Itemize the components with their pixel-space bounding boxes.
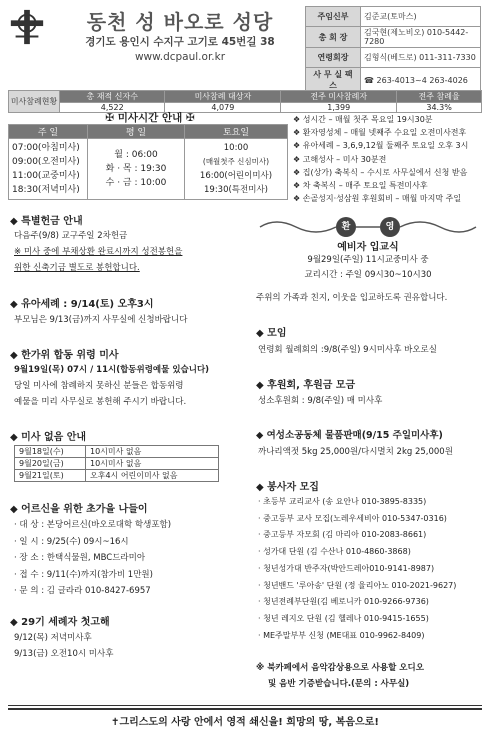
no-mass-date: 9월21일(토) — [15, 470, 86, 482]
staff-label: 연령회장 — [306, 48, 361, 68]
chuseok-mass-text — [14, 362, 209, 410]
volunteer-item: · 중고등부 자모회 (김 마리아 010-2083-8661) — [258, 530, 427, 540]
church-address: 경기도 용인시 수지구 고기로 45번길 38 — [85, 36, 275, 48]
welcome-char-left: 환 — [341, 222, 351, 232]
text-line: ※ 북카페에서 음악감상용으로 사용할 오디오 — [256, 663, 424, 673]
elders-outing-heading: ◆ 어르신을 위한 초가을 나들이 — [10, 504, 148, 515]
weekday-mass-times — [88, 139, 185, 200]
catechumen-invite: 주위의 가족과 친지, 이웃을 입교하도록 권유합니다. — [256, 293, 448, 303]
text-line: · 일 시 : 9/25(수) 09시~16시 — [14, 536, 129, 547]
stats-header: 총 재적 신자수 — [60, 91, 165, 103]
catechumen-title: 예비자 입교식 — [337, 242, 399, 253]
church-title: 동천 성 바오로 성당 — [86, 10, 274, 34]
stats-value: 34.3% — [397, 103, 482, 113]
notice-item: ❖ 집(상가) 축복식 – 수시로 사무실에서 신청 받음 — [293, 167, 468, 177]
special-offering-text — [14, 228, 182, 276]
mass-time: 18:30(저녁미사) — [12, 185, 80, 195]
volunteer-item: · 청년전례부단원(김 베로니카 010-9266-9736) — [258, 597, 429, 607]
staff-label: 총 회 장 — [306, 27, 361, 48]
infant-baptism-heading: ◆ 유아세례 : 9/14(토) 오후3시 — [10, 299, 154, 310]
text-line: · 대 상 : 본당어르신(바오로대학 학생포함) — [14, 520, 172, 530]
no-mass-desc: 10시미사 없음 — [86, 446, 219, 458]
stats-value: 4,522 — [60, 103, 165, 113]
text-line: 9월19일(목) 07시 / 11시(합동위령예물 있습니다) — [14, 365, 210, 375]
mass-schedule-table — [8, 124, 288, 200]
notice-item: ❖ 차 축복식 – 매주 토요일 특전미사후 — [293, 181, 428, 191]
meeting-text: 연령회 월례회의 :9/8(주일) 9시미사후 바오로실 — [258, 345, 437, 355]
text-line: · 장 소 : 한택식물원, MBC드라미아 — [14, 553, 146, 563]
mass-header: 주 일 — [9, 125, 88, 139]
women-sale-text: 까나리액젓 5kg 25,000원/다시멸치 2kg 25,000원 — [258, 447, 453, 457]
regular-notices — [293, 113, 483, 205]
sunday-mass-times — [9, 139, 88, 200]
elders-outing-text — [14, 517, 171, 600]
women-sale-heading: ◆ 여성소공동체 물품판매(9/15 주일미사후) — [256, 430, 443, 441]
welcome-char-right: 영 — [385, 222, 395, 232]
volunteer-item: · 중고등부 교사 모집(노레우세비아 010-5347-0316) — [258, 513, 447, 523]
mass-time: 수 · 금 : 10:00 — [105, 178, 167, 188]
volunteer-heading: ◆ 봉사자 모집 — [256, 482, 319, 493]
text-line: 다음주(9/8) 교구주일 2차헌금 — [14, 231, 128, 241]
stats-header: 전주 참례율 — [397, 91, 482, 103]
text-line: 교리시간 : 주일 09시30~10시30 — [304, 270, 432, 280]
staff-value: ☎ 263-4013~4 263-4026 — [361, 68, 481, 93]
special-offering-heading: ◆ 특별헌금 안내 — [10, 216, 83, 227]
meeting-heading: ◆ 모임 — [256, 328, 287, 339]
notice-item: ❖ 환자영성체 – 매월 넷째주 수요일 오전미사전후 — [293, 128, 467, 138]
church-website[interactable]: www.dcpaul.or.kr — [134, 51, 226, 63]
first-confession-text — [14, 630, 113, 662]
volunteer-item: · 성가대 단원 (김 수산나 010-4860-3868) — [258, 547, 411, 557]
support-text: 성소후원회 : 9/8(주일) 매 미사후 — [258, 396, 383, 406]
text-line: · 문 의 : 김 글라라 010-8427-6957 — [14, 586, 151, 596]
church-logo — [8, 8, 46, 46]
mass-time: 09:00(오전미사) — [12, 157, 80, 167]
stats-header: 미사참례 대상자 — [165, 91, 281, 103]
stats-row-label: 미사참례현황 — [9, 91, 60, 113]
staff-value: 김형식(베드로) 011-311-7330 — [361, 48, 481, 68]
mass-time: 11:00(교중미사) — [12, 171, 80, 181]
text-line: 당일 미사에 참례하지 못하신 분들은 합동위령 — [14, 381, 184, 391]
volunteer-list — [258, 494, 456, 644]
mass-time: 16:00(어린이미사) — [199, 171, 273, 181]
volunteer-item: · 청년성가대 반주자(박안드레아010-9141-8987) — [258, 563, 435, 573]
text-line: 9/12(목) 저녁미사후 — [14, 633, 92, 643]
volunteer-item: · 초등부 교리교사 (송 요안나 010-3895-8335) — [258, 497, 427, 506]
mass-time: (매월첫주 신심미사) — [202, 157, 270, 166]
footer-divider — [8, 705, 482, 706]
volunteer-item: · ME주말부부 신청 (ME대표 010-9962-8409) — [258, 630, 425, 640]
catechumen-text — [256, 253, 480, 283]
text-line: ※ 미사 중에 부채상환 완료시까지 성전봉헌을 — [14, 247, 183, 257]
mass-time: 07:00(아침미사) — [12, 143, 80, 153]
text-line: 예물을 미리 사무실로 봉헌해 주시기 바랍니다. — [14, 397, 187, 407]
mass-time: 화 · 목 : 19:30 — [105, 164, 167, 174]
footer-slogan: ✝그리스도의 사랑 안에서 영적 쇄신을! 희망의 땅, 복음으로! — [8, 708, 482, 728]
text-line: 및 음반 기증받습니다.(문의 : 사무실) — [268, 679, 410, 689]
no-mass-heading: ◆ 미사 없음 안내 — [10, 432, 87, 443]
volunteer-item: · 청년밴드 '루아송' 단원 (정 율리아노 010-2021-9627) — [258, 580, 457, 590]
notice-item: ❖ 고해성사 – 미사 30분전 — [293, 154, 387, 164]
staff-label: 사 무 실 팩 스 — [306, 68, 361, 93]
stats-value: 1,399 — [281, 103, 397, 113]
text-line: 위한 신축기금 별도로 봉헌합니다. — [14, 263, 140, 273]
support-heading: ◆ 후원회, 후원금 모금 — [256, 380, 356, 391]
mass-time: 월 : 06:00 — [114, 150, 158, 160]
notice-item: ❖ 손골성지·성삼원 후원회비 – 매월 마지막 주일 — [293, 194, 462, 204]
volunteer-item: · 청년 레지오 단원 (김 헬레나 010-9415-1655) — [258, 613, 429, 623]
chuseok-mass-heading: ◆ 한가위 합동 위령 미사 — [10, 350, 119, 361]
staff-label: 주임신부 — [306, 7, 361, 27]
infant-baptism-text — [14, 312, 187, 328]
no-mass-desc: 10시미사 없음 — [86, 458, 219, 470]
first-confession-heading: ◆ 29기 세례자 첫고해 — [10, 617, 110, 628]
mass-header: 평 일 — [88, 125, 185, 139]
mass-time: 19:30(특전미사) — [204, 185, 268, 195]
staff-value: 김준교(토마스) — [361, 7, 481, 27]
text-line: 부모님은 9/13(금)까지 사무실에 신청바랍니다 — [14, 315, 188, 325]
text-line: 9월29일(주일) 11시교중미사 중 — [307, 255, 429, 265]
no-mass-date: 9월20일(금) — [15, 458, 86, 470]
text-line: · 접 수 : 9/11(수)까지(참가비 1만원) — [14, 569, 153, 580]
saturday-mass-times — [185, 139, 288, 200]
no-mass-date: 9월18일(수) — [15, 446, 86, 458]
text-line: 9/13(금) 오전10시 미사후 — [14, 649, 114, 659]
mass-header: 토요일 — [185, 125, 288, 139]
staff-value: 김국현(제노비오) 010-5442-7280 — [361, 27, 481, 48]
stats-value: 4,079 — [165, 103, 281, 113]
bookcafe-notice — [256, 660, 424, 692]
notice-item: ❖ 성시간 – 매월 첫주 목요일 19시30분 — [293, 115, 433, 124]
mass-schedule-title: ✠ 미사시간 안내 ✠ — [105, 112, 195, 124]
staff-table — [305, 6, 481, 93]
notice-item: ❖ 유아세례 – 3,6,9,12월 둘째주 토요일 오후 3시 — [293, 141, 469, 151]
stats-header: 전주 미사참례자 — [281, 91, 397, 103]
no-mass-desc: 오후4시 어린이미사 없음 — [86, 470, 219, 482]
no-mass-table — [14, 445, 219, 482]
mass-time: 10:00 — [223, 143, 249, 153]
